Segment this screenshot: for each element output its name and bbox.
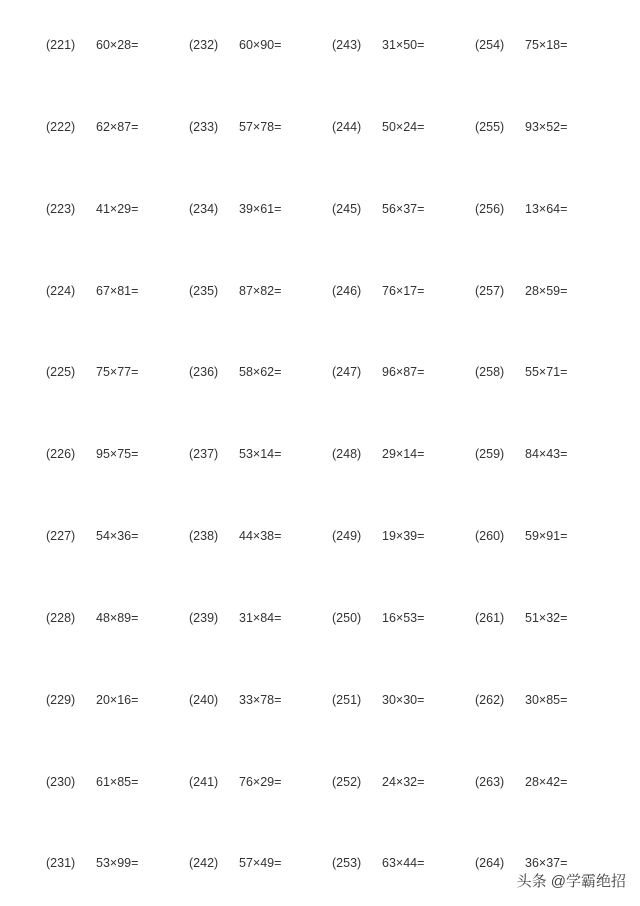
problem-expression: 76×17=	[382, 284, 425, 298]
problem-expression: 87×82=	[239, 284, 282, 298]
problem-number: (246)	[332, 284, 362, 298]
problem-expression: 29×14=	[382, 447, 425, 461]
problem-number: (249)	[332, 529, 362, 543]
problem-number: (247)	[332, 365, 362, 379]
problem-expression: 75×77=	[96, 365, 139, 379]
problem-expression: 84×43=	[525, 447, 568, 461]
problem-number: (264)	[475, 856, 505, 870]
problem-expression: 76×29=	[239, 775, 282, 789]
problem-number: (228)	[46, 611, 76, 625]
problem-number: (244)	[332, 120, 362, 134]
problem-number: (238)	[189, 529, 219, 543]
problem-number: (243)	[332, 38, 362, 52]
problem-number: (227)	[46, 529, 76, 543]
problem-number: (260)	[475, 529, 505, 543]
problem-number: (236)	[189, 365, 219, 379]
problem-number: (226)	[46, 447, 76, 461]
problem-expression: 13×64=	[525, 202, 568, 216]
problem-expression: 39×61=	[239, 202, 282, 216]
problem-expression: 44×38=	[239, 529, 282, 543]
problem-expression: 50×24=	[382, 120, 425, 134]
problem-expression: 53×14=	[239, 447, 282, 461]
problem-expression: 54×36=	[96, 529, 139, 543]
problem-number: (237)	[189, 447, 219, 461]
problem-expression: 58×62=	[239, 365, 282, 379]
problem-number: (250)	[332, 611, 362, 625]
problem-expression: 51×32=	[525, 611, 568, 625]
problem-expression: 33×78=	[239, 693, 282, 707]
problem-number: (239)	[189, 611, 219, 625]
problem-number: (256)	[475, 202, 505, 216]
problem-number: (240)	[189, 693, 219, 707]
problem-number: (241)	[189, 775, 219, 789]
problem-expression: 59×91=	[525, 529, 568, 543]
problem-expression: 19×39=	[382, 529, 425, 543]
problem-number: (263)	[475, 775, 505, 789]
problem-number: (222)	[46, 120, 76, 134]
problem-number: (234)	[189, 202, 219, 216]
problem-number: (254)	[475, 38, 505, 52]
problem-expression: 62×87=	[96, 120, 139, 134]
problem-number: (223)	[46, 202, 76, 216]
problem-number: (231)	[46, 856, 76, 870]
problem-number: (251)	[332, 693, 362, 707]
problem-number: (233)	[189, 120, 219, 134]
problem-expression: 75×18=	[525, 38, 568, 52]
problem-expression: 95×75=	[96, 447, 139, 461]
problem-expression: 30×30=	[382, 693, 425, 707]
problem-number: (232)	[189, 38, 219, 52]
problem-expression: 20×16=	[96, 693, 139, 707]
problem-number: (230)	[46, 775, 76, 789]
problem-expression: 53×99=	[96, 856, 139, 870]
problem-number: (229)	[46, 693, 76, 707]
problem-expression: 93×52=	[525, 120, 568, 134]
problem-expression: 48×89=	[96, 611, 139, 625]
problem-expression: 36×37=	[525, 856, 568, 870]
problem-number: (242)	[189, 856, 219, 870]
problem-expression: 30×85=	[525, 693, 568, 707]
problem-expression: 28×42=	[525, 775, 568, 789]
problem-number: (258)	[475, 365, 505, 379]
problem-number: (262)	[475, 693, 505, 707]
problem-number: (224)	[46, 284, 76, 298]
problem-expression: 24×32=	[382, 775, 425, 789]
problem-number: (221)	[46, 38, 76, 52]
problem-expression: 31×50=	[382, 38, 425, 52]
problem-expression: 57×49=	[239, 856, 282, 870]
problem-number: (245)	[332, 202, 362, 216]
problem-number: (225)	[46, 365, 76, 379]
problem-expression: 41×29=	[96, 202, 139, 216]
problem-expression: 31×84=	[239, 611, 282, 625]
problem-expression: 57×78=	[239, 120, 282, 134]
problem-expression: 16×53=	[382, 611, 425, 625]
problem-expression: 63×44=	[382, 856, 425, 870]
problem-number: (235)	[189, 284, 219, 298]
problem-number: (257)	[475, 284, 505, 298]
problem-number: (259)	[475, 447, 505, 461]
problem-expression: 60×28=	[96, 38, 139, 52]
problem-number: (253)	[332, 856, 362, 870]
problem-expression: 96×87=	[382, 365, 425, 379]
problem-number: (252)	[332, 775, 362, 789]
problem-expression: 56×37=	[382, 202, 425, 216]
problem-number: (255)	[475, 120, 505, 134]
problem-number: (261)	[475, 611, 505, 625]
problem-expression: 55×71=	[525, 365, 568, 379]
problem-expression: 60×90=	[239, 38, 282, 52]
problem-expression: 61×85=	[96, 775, 139, 789]
problem-expression: 28×59=	[525, 284, 568, 298]
watermark-text: 头条 @学霸绝招	[516, 873, 626, 890]
problem-expression: 67×81=	[96, 284, 139, 298]
problem-number: (248)	[332, 447, 362, 461]
